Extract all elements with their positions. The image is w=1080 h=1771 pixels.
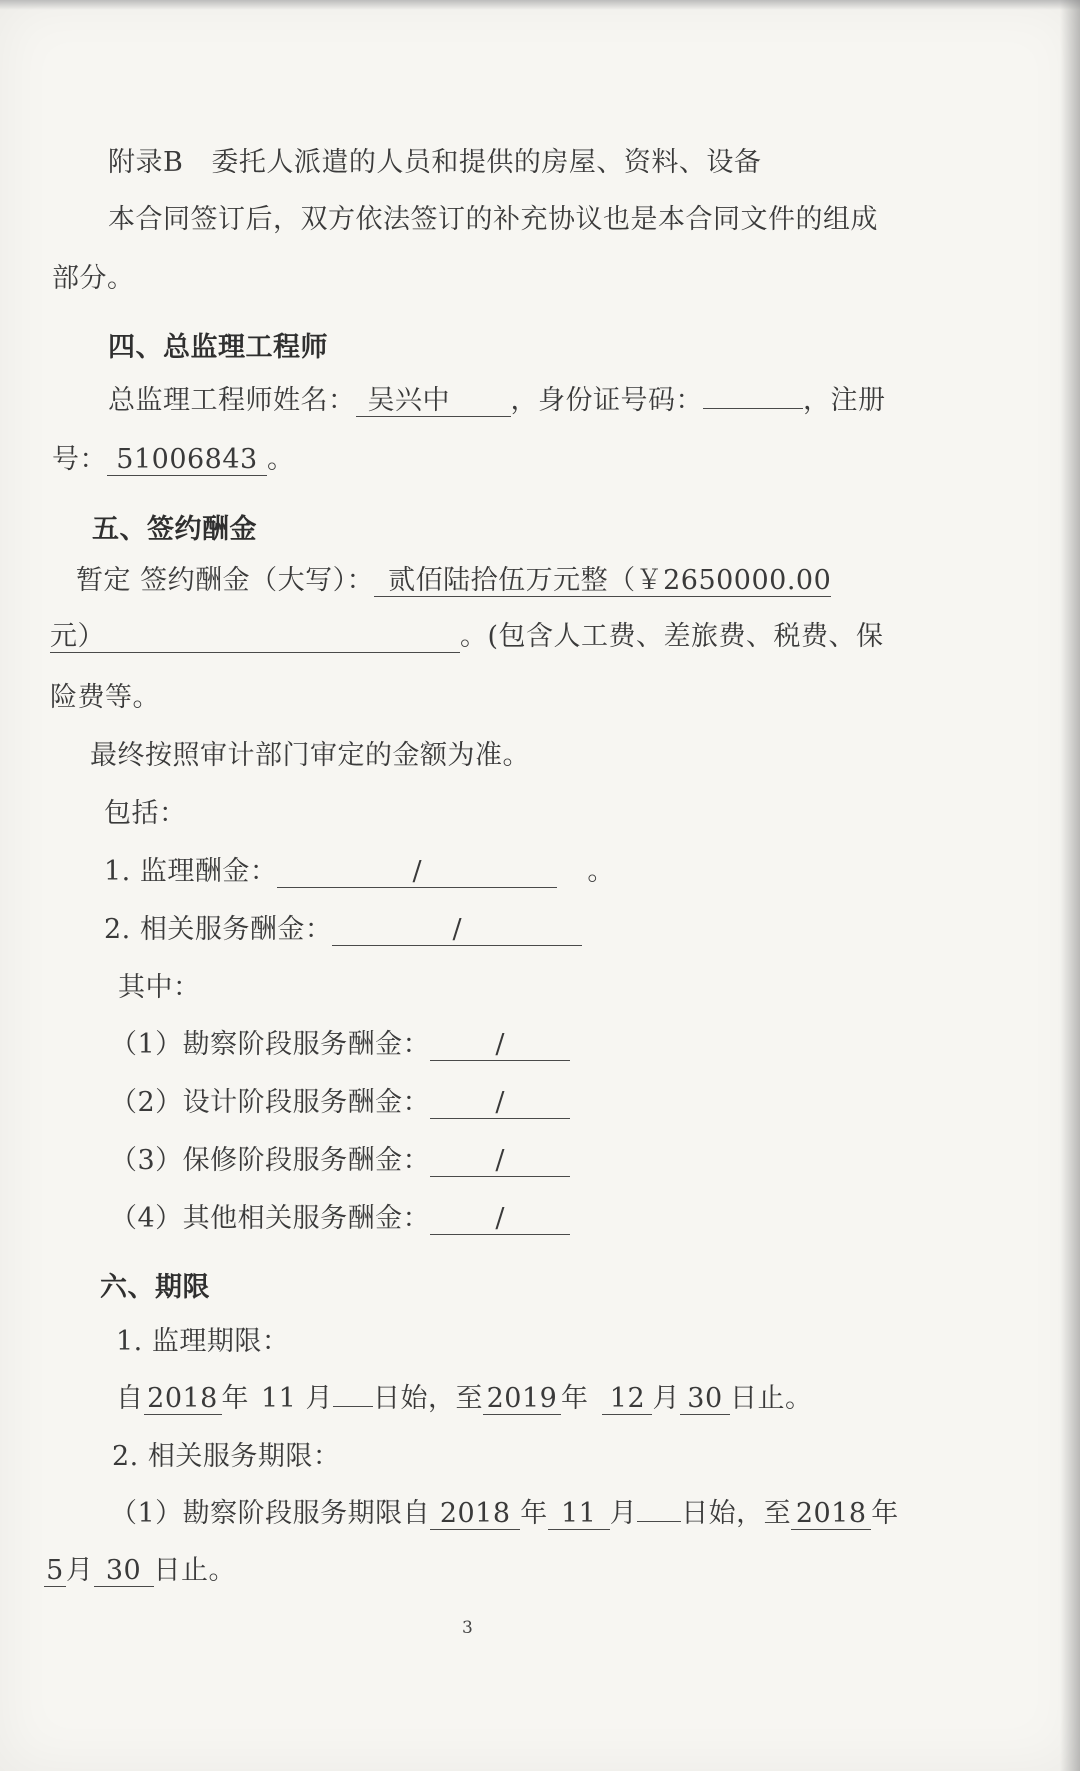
design-fee-label: （2）设计阶段服务酬金： [110,1087,431,1118]
final-amount-note: 最终按照审计部门审定的金额为准。 [90,740,530,771]
fee-line1 [76,564,831,598]
supervision-fee-line [104,855,615,889]
supervision-term-line [116,1382,812,1416]
includes-label: 包括： [104,798,187,829]
registration-label-2: 号： [52,444,107,475]
section4-heading: 四、总监理工程师 [108,332,328,363]
supplement-paragraph-line2: 部分。 [52,263,135,294]
appendix-b-label: 附录B [108,147,184,178]
registration-number-field: 51006843 [107,445,267,476]
supervision-fee-end: 。 [587,856,615,887]
scan-top-shadow [0,0,1080,10]
registration-line [52,443,295,477]
id-number-field [703,408,803,409]
survey-year-unit-2: 年 [871,1498,899,1529]
term-start-year: 2018 [144,1384,222,1415]
supervision-fee-label: 1. 监理酬金： [104,856,278,887]
survey-month-unit-2: 月 [66,1555,94,1586]
term-end-text: 日止。 [729,1383,813,1414]
section5-heading: 五、签约酬金 [92,514,257,545]
term-end-year: 2019 [483,1384,561,1415]
design-fee-field: / [430,1088,570,1119]
supplement-paragraph-line1: 本合同签订后，双方依法签订的补充协议也是本合同文件的组成 [108,204,878,235]
supervision-term-label: 1. 监理期限： [116,1326,290,1357]
term-end-month: 12 [602,1384,652,1415]
fee-line2 [50,620,884,654]
term-end-day: 30 [680,1384,730,1415]
among-label: 其中： [118,972,201,1003]
survey-end-day: 30 [94,1556,154,1587]
fee-includes-text: 。(包含人工费、差旅费、税费、保 [460,621,884,652]
chief-engineer-name-field: 吴兴中 [356,386,511,417]
survey-start-year: 2018 [430,1499,520,1530]
fee-amount-field-cont: 元） [50,622,460,653]
other-fee-label: （4）其他相关服务酬金： [110,1203,431,1234]
term-start-text: 日始，至 [372,1383,483,1414]
fee-amount-field: 贰佰陆拾伍万元整（￥2650000.00 [374,566,831,597]
term-year-unit-2: 年 [560,1383,589,1414]
term-start-month: 11 月 [261,1383,333,1414]
design-fee-line [110,1086,570,1120]
survey-term-line2 [44,1554,236,1588]
chief-engineer-line [108,384,886,418]
section6-heading: 六、期限 [100,1272,210,1303]
related-service-term-label: 2. 相关服务期限： [112,1441,341,1472]
warranty-fee-field: / [430,1146,570,1177]
survey-term-line [110,1497,899,1531]
fee-line3: 险费等。 [50,682,160,713]
survey-fee-label: （1）勘察阶段服务酬金： [110,1029,431,1060]
term-month-unit: 月 [652,1383,680,1414]
registration-label: ，注册 [803,385,886,416]
warranty-fee-line [110,1144,570,1178]
chief-engineer-name-label: 总监理工程师姓名： [108,385,356,416]
survey-end-month: 5 [44,1556,66,1587]
related-service-fee-field: / [332,915,582,946]
supervision-fee-field: / [277,857,557,888]
survey-fee-field: / [430,1030,570,1061]
appendix-b-text: 委托人派遣的人员和提供的房屋、资料、设备 [211,147,762,178]
fee-label: 暂定 签约酬金（大写）： [76,565,375,596]
survey-year-unit: 年 [520,1498,548,1529]
survey-end-text: 日止。 [153,1555,236,1586]
page-number: 3 [462,1618,473,1638]
appendix-b-line [108,146,761,180]
id-number-label: ，身份证号码： [510,385,703,416]
survey-start-month: 11 [548,1499,610,1530]
survey-start-text: 日始，至 [681,1498,792,1529]
related-service-fee-line [104,913,582,947]
survey-start-day [637,1521,681,1522]
other-fee-line [110,1202,570,1236]
survey-month-unit: 月 [609,1498,638,1529]
term-from: 自 [116,1383,144,1414]
related-service-fee-label: 2. 相关服务酬金： [104,914,333,945]
term-start-day [333,1406,373,1407]
warranty-fee-label: （3）保修阶段服务酬金： [110,1145,431,1176]
survey-term-label: （1）勘察阶段服务期限自 [110,1498,431,1529]
survey-end-year: 2018 [791,1499,871,1530]
other-fee-field: / [430,1204,570,1235]
registration-end: 。 [267,444,295,475]
term-year-unit: 年 [221,1383,249,1414]
survey-fee-line [110,1028,570,1062]
scan-edge-shadow [1060,0,1080,1771]
